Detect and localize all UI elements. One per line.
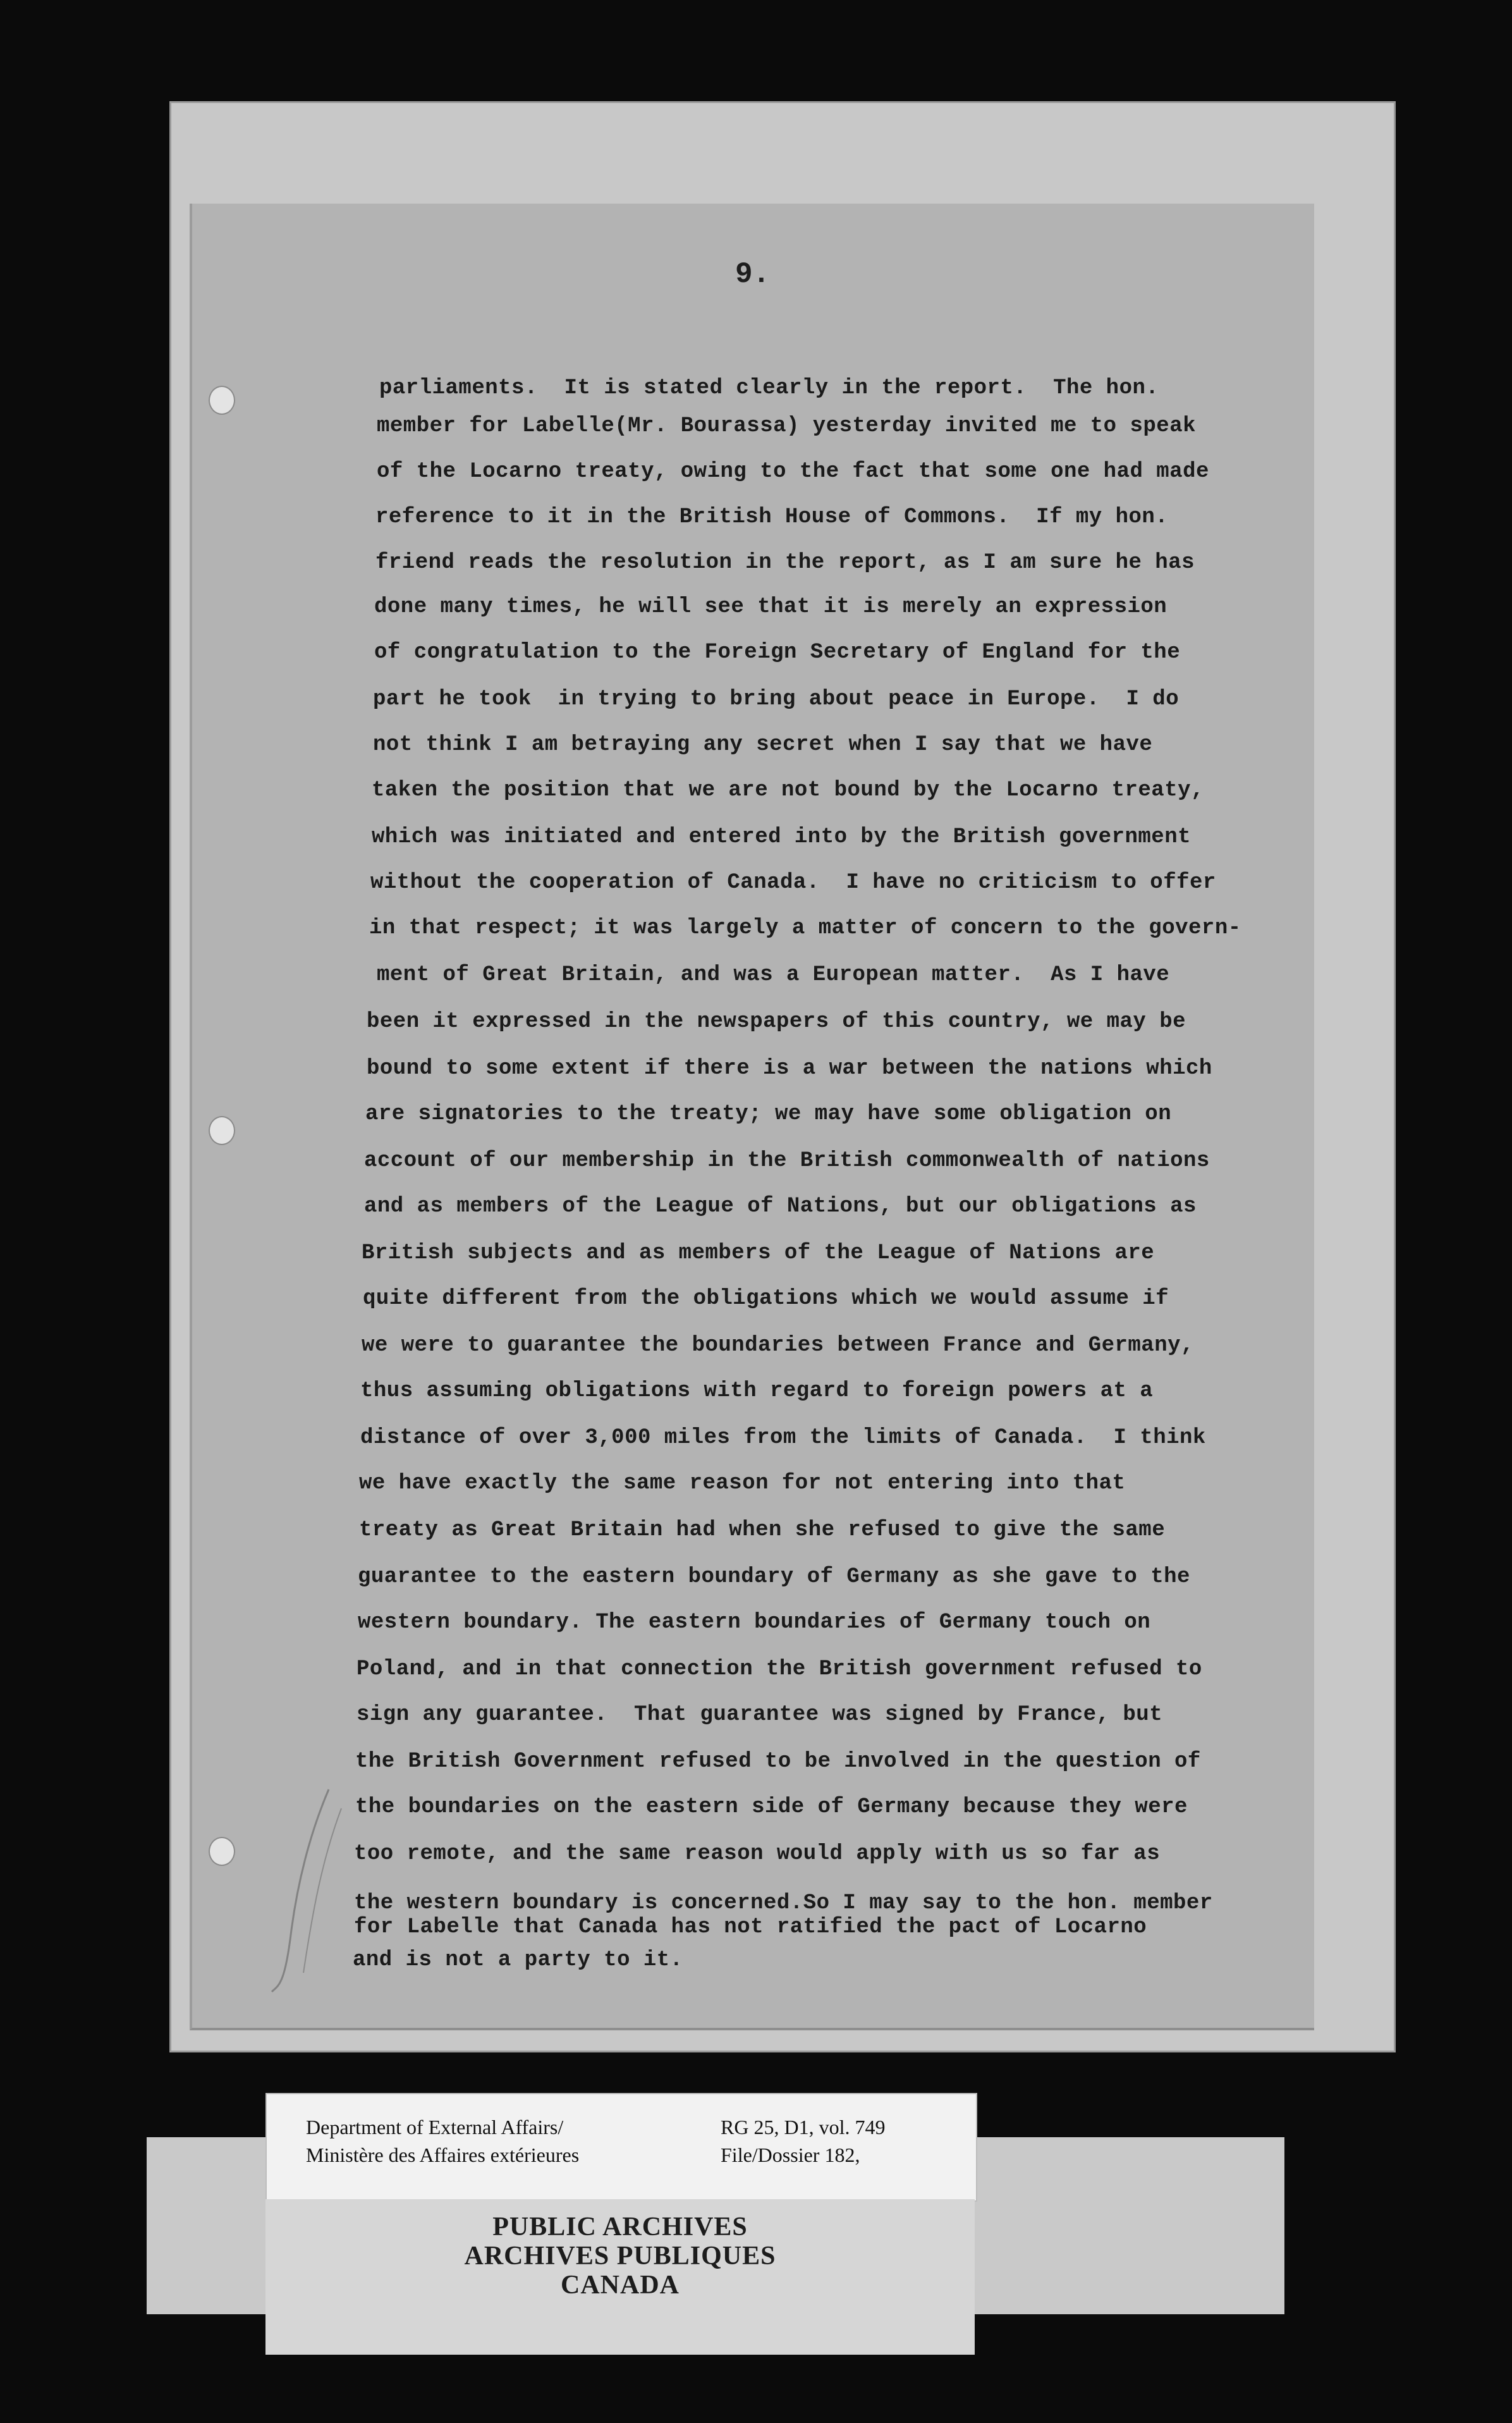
- department-french: Ministère des Affaires extérieures: [306, 2144, 580, 2166]
- body-line: not think I am betraying any secret when I say that we have: [373, 733, 1153, 757]
- file-number: File/Dossier 182,: [721, 2144, 860, 2166]
- body-line: treaty as Great Britain had when she refused to give the same: [359, 1518, 1166, 1542]
- punch-hole-bottom: [209, 1837, 235, 1866]
- body-line: thus assuming obligations with regard to foreign powers at a: [360, 1379, 1154, 1403]
- public-archives-stamp: [265, 2199, 975, 2355]
- body-line: for Labelle that Canada has not ratified the pact of Locarno: [354, 1915, 1147, 1939]
- record-group: RG 25, D1, vol. 749: [721, 2116, 886, 2138]
- stamp-line-country: CANADA: [561, 2271, 680, 2300]
- body-line: ment of Great Britain, and was a European matter. As I have: [377, 963, 1170, 987]
- department-english: Department of External Affairs/: [306, 2116, 564, 2138]
- punch-hole-middle: [209, 1116, 235, 1145]
- body-line: guarantee to the eastern boundary of Germany as she gave to the: [358, 1565, 1190, 1589]
- body-line: sign any guarantee. That guarantee was signed by France, but: [357, 1703, 1163, 1727]
- body-line: which was initiated and entered into by the British government: [372, 825, 1192, 849]
- body-line: we were to guarantee the boundaries between France and Germany,: [362, 1334, 1194, 1358]
- body-line: bound to some extent if there is a war between the nations which: [367, 1057, 1212, 1081]
- body-line: part he took in trying to bring about peace in Europe. I do: [373, 687, 1180, 711]
- body-line: distance of over 3,000 miles from the limits of Canada. I think: [360, 1426, 1206, 1450]
- archive-reference-label: [265, 2093, 977, 2202]
- body-line: in that respect; it was largely a matter of concern to the govern-: [369, 916, 1241, 940]
- body-line: parliaments. It is stated clearly in the report. The hon.: [379, 376, 1159, 400]
- body-line: taken the position that we are not bound by the Locarno treaty,: [372, 778, 1204, 802]
- body-line: and as members of the League of Nations, but our obligations as: [364, 1194, 1197, 1218]
- body-line: quite different from the obligations which we would assume if: [363, 1287, 1169, 1311]
- body-line: the boundaries on the eastern side of Germany because they were: [355, 1795, 1188, 1819]
- body-line: too remote, and the same reason would apply with us so far as: [354, 1842, 1161, 1866]
- body-line: without the cooperation of Canada. I have no criticism to offer: [370, 871, 1216, 895]
- body-line: and is not a party to it.: [353, 1948, 683, 1972]
- body-line: reference to it in the British House of Commons. If my hon.: [375, 505, 1169, 529]
- body-line: we have exactly the same reason for not entering into that: [359, 1471, 1126, 1495]
- body-line: account of our membership in the British commonwealth of nations: [364, 1149, 1210, 1173]
- punch-hole-top: [209, 386, 235, 415]
- stamp-line-english: PUBLIC ARCHIVES: [492, 2212, 748, 2242]
- body-line: the British Government refused to be involved in the question of: [355, 1750, 1201, 1774]
- body-line: are signatories to the treaty; we may have some obligation on: [365, 1102, 1172, 1126]
- body-line: British subjects and as members of the League of Nations are: [362, 1241, 1155, 1265]
- body-line: western boundary. The eastern boundaries of Germany touch on: [358, 1610, 1151, 1635]
- stamp-line-french: ARCHIVES PUBLIQUES: [464, 2242, 776, 2271]
- body-line: the western boundary is concerned.So I may say to the hon. member: [354, 1891, 1213, 1915]
- body-line: of congratulation to the Foreign Secretary of England for the: [374, 641, 1181, 665]
- body-line: Poland, and in that connection the British government refused to: [357, 1657, 1202, 1681]
- body-line: friend reads the resolution in the report, as I am sure he has: [375, 551, 1195, 575]
- page-number: 9.: [735, 258, 771, 291]
- body-line: member for Labelle(Mr. Bourassa) yesterday invited me to speak: [377, 414, 1197, 438]
- body-line: done many times, he will see that it is merely an expression: [374, 595, 1168, 619]
- margin-scribble: [253, 1783, 367, 1998]
- body-line: been it expressed in the newspapers of this country, we may be: [367, 1010, 1186, 1034]
- body-line: of the Locarno treaty, owing to the fact that some one had made: [377, 460, 1209, 484]
